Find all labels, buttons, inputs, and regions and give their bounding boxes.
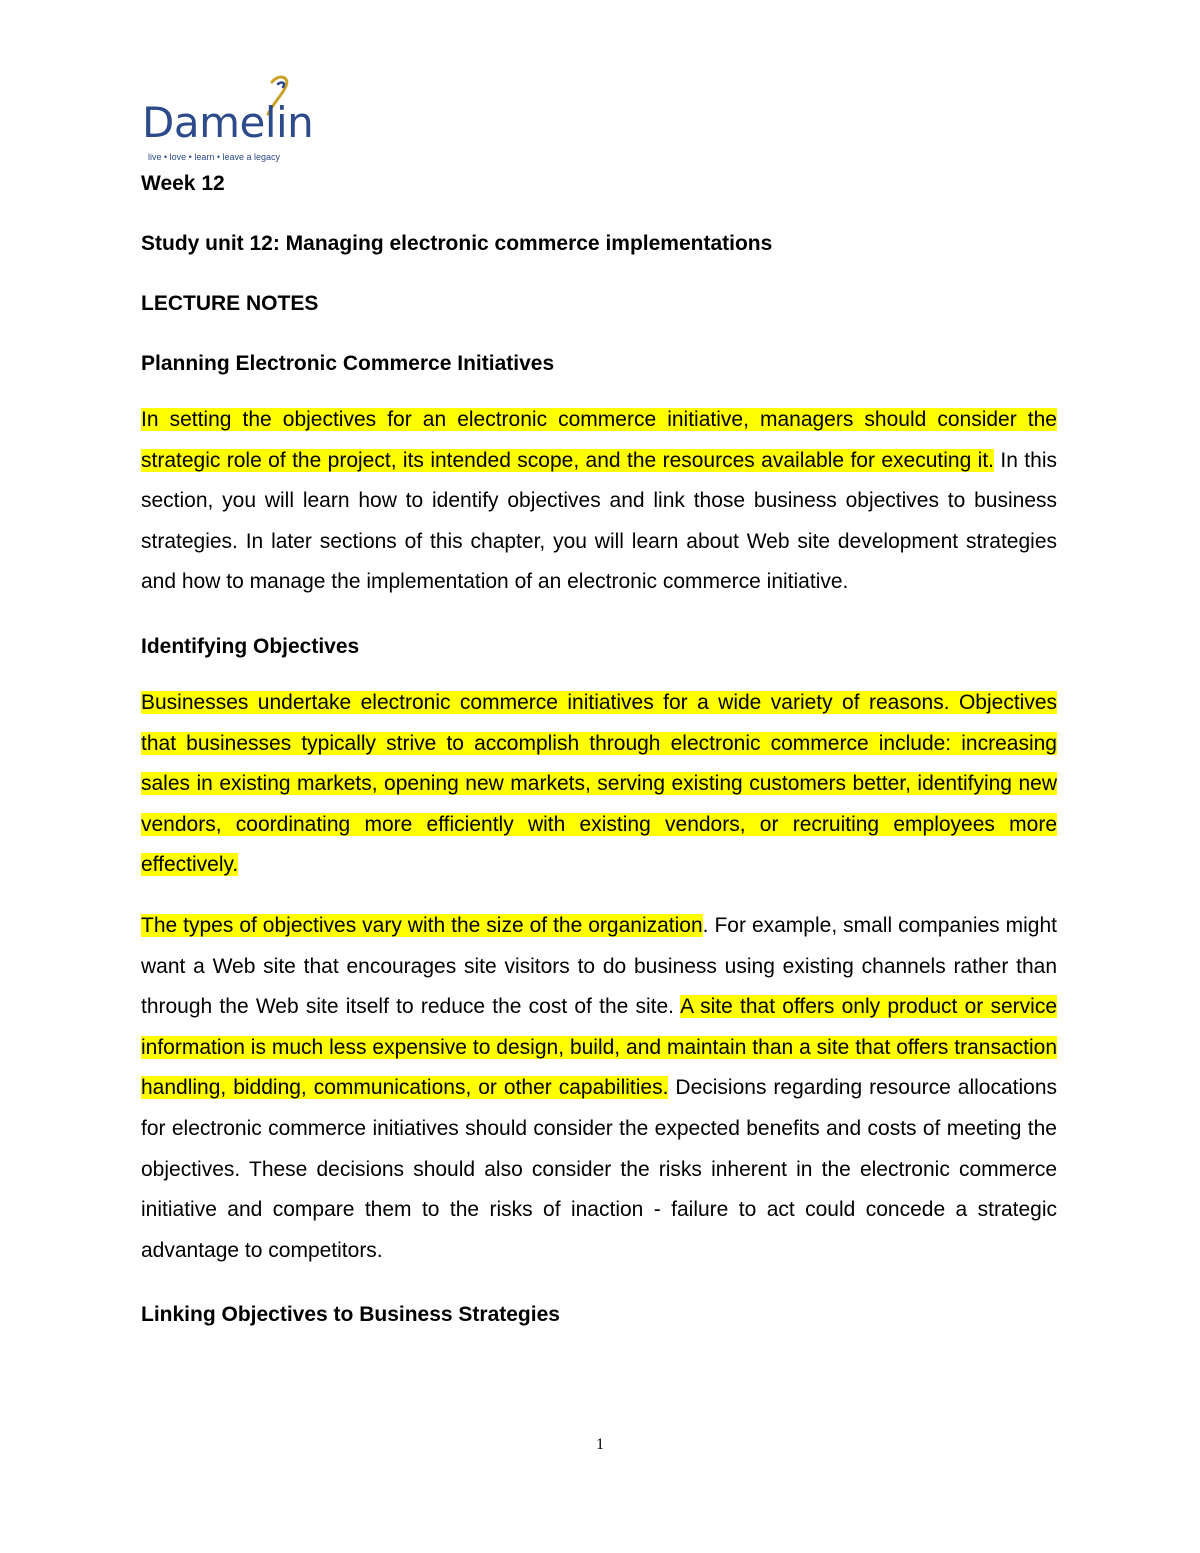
logo-wordmark: Damelin	[142, 98, 314, 147]
identifying-paragraph	[141, 683, 1057, 886]
highlighted-text: In setting the objectives for an electronic commerce initiative, managers should consider the strategic role of the project, its intended scope, and the resources available for executing it.	[141, 408, 1057, 472]
identifying-heading: Identifying Objectives	[141, 634, 360, 658]
logo-tagline: live • love • learn • leave a legacy	[148, 152, 281, 162]
lecture-notes-heading: LECTURE NOTES	[141, 292, 319, 315]
document-body	[141, 168, 1057, 1331]
highlighted-text: The types of objectives vary with the size of the organization	[141, 913, 703, 937]
damelin-logo	[140, 72, 330, 168]
planning-heading: Planning Electronic Commerce Initiatives	[141, 352, 555, 375]
body-text: In this section, you will learn how to identify objectives and link those business objectives to business strategies. In later sections of this chapter, you will learn about Web site development strategies and how to manage the implementation of an electronic commerce initiative.	[141, 448, 1057, 594]
highlighted-text: A site that offers only product or service information is much less expensive to design, build, and maintain than a site that offers transaction handling, bidding, communications, or other capabilities.	[141, 995, 1057, 1100]
linking-heading: Linking Objectives to Business Strategies	[141, 1303, 560, 1327]
planning-paragraph	[141, 400, 1057, 603]
page-number: 1	[596, 1436, 604, 1453]
week-heading: Week 12	[141, 172, 225, 195]
body-text: Decisions regarding resource allocations for electronic commerce initiatives should consider the expected benefits and costs of meeting the objectives. These decisions should also consider the risks inherent in the electronic commerce initiative and compare them to the risks of inaction - failure to act could concede a strategic advantage to competitors.	[141, 1076, 1057, 1262]
objectives-size-paragraph	[141, 906, 1057, 1271]
body-text: . For example, small companies might want a Web site that encourages site visitors to do business using existing channels rather than through the Web site itself to reduce the cost of the site.	[141, 913, 1057, 1019]
study-unit-heading: Study unit 12: Managing electronic commerce implementations	[141, 232, 773, 255]
highlighted-text: Businesses undertake electronic commerce initiatives for a wide variety of reasons. Objectives that businesses typically strive to accomplish through electronic commerce include: increasing sales in existing markets, opening new markets, serving existing customers better, identifying new vendors, coordinating more efficiently with existing vendors, or recruiting employees more effectively.	[141, 690, 1057, 877]
